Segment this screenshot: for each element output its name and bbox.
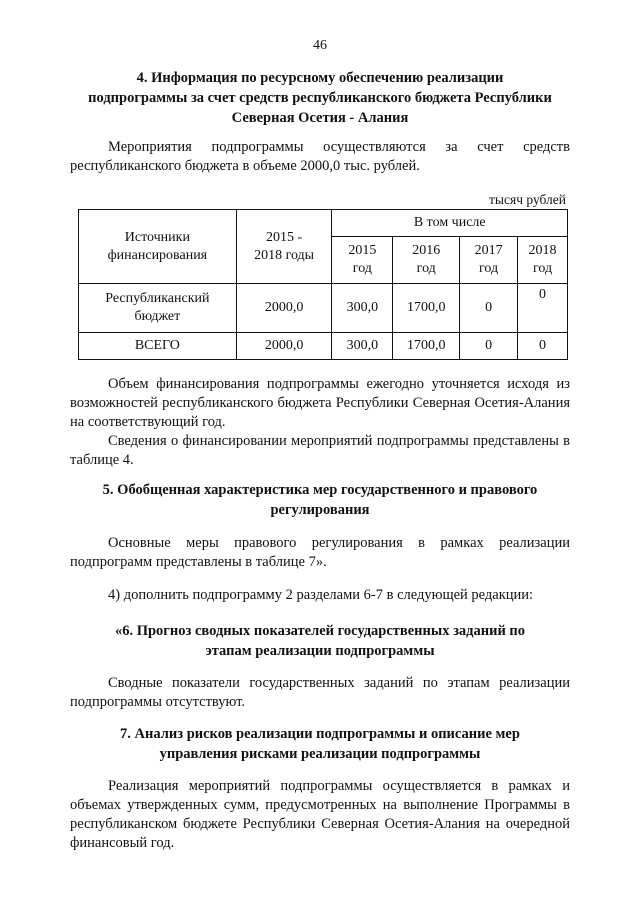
- row-total: 2000,0: [236, 333, 332, 360]
- row-total: 2000,0: [236, 284, 332, 333]
- header-year-value: 2016: [412, 243, 441, 258]
- header-year-suffix: год: [532, 261, 553, 276]
- header-year-suffix: год: [416, 261, 436, 276]
- row-value-2017: 0: [460, 333, 518, 360]
- row-value-2018: 0: [518, 333, 568, 360]
- section-4-heading-line: 4. Информация по ресурсному обеспечению реализации: [136, 70, 504, 86]
- header-period-line: 2015 -: [266, 229, 303, 245]
- header-period: [236, 210, 332, 284]
- row-value-2015: 300,0: [332, 284, 393, 333]
- section-6-heading: [70, 621, 570, 661]
- header-year-value: 2018: [528, 243, 557, 258]
- header-year-suffix: год: [479, 261, 499, 276]
- section-5-heading-line: регулирования: [270, 502, 370, 518]
- section-6-heading-line: «6. Прогноз сводных показателей государственных заданий по: [114, 623, 526, 639]
- table-header-row: [79, 210, 568, 237]
- row-source-line: бюджет: [134, 309, 181, 324]
- header-year-2018: [518, 237, 568, 284]
- section-6-paragraph: Сводные показатели государственных заданий по этапам реализации подпрограммы отсутствуют.: [70, 675, 570, 710]
- row-source-line: Республиканский: [105, 291, 210, 306]
- table-row: [79, 284, 568, 333]
- section-4-paragraph: Мероприятия подпрограммы осуществляются за счет средств республиканского бюджета в объеме 2000,0 тыс. рублей.: [70, 139, 570, 174]
- section-5-paragraph: Основные меры правового регулирования в рамках реализации подпрограмм представлены в таблице 7».: [70, 535, 570, 570]
- header-including: В том числе: [332, 210, 568, 237]
- document-page: [70, 0, 570, 905]
- header-year-value: 2015: [348, 243, 377, 258]
- header-year-2016: [393, 237, 460, 284]
- section-7-heading-line: управления рисками реализации подпрограммы: [159, 746, 481, 762]
- header-source-line: Источники: [124, 229, 190, 245]
- financing-note-paragraph: Объем финансирования подпрограммы ежегодно уточняется исходя из возможностей республиканского бюджета Республики Северная Осетия-Алания на соответствующий год.: [70, 376, 570, 430]
- table-reference-paragraph: Сведения о финансировании мероприятий подпрограммы представлены в таблице 4.: [70, 433, 570, 468]
- row-source: [79, 284, 237, 333]
- header-year-suffix: год: [352, 261, 372, 276]
- header-year-2017: [460, 237, 518, 284]
- header-period-line: 2018 годы: [254, 247, 315, 263]
- row-value-2015: 300,0: [332, 333, 393, 360]
- row-value-2017: 0: [460, 284, 518, 333]
- financing-table: [78, 209, 568, 360]
- row-value-2016: 1700,0: [393, 333, 460, 360]
- row-source: ВСЕГО: [79, 333, 237, 360]
- header-year-2015: [332, 237, 393, 284]
- section-4-heading: [70, 68, 570, 128]
- table-row-total: [79, 333, 568, 360]
- section-5-heading-line: 5. Обобщенная характеристика мер государственного и правового: [102, 482, 538, 498]
- section-5-heading: [70, 480, 570, 520]
- header-year-value: 2017: [474, 243, 503, 258]
- section-4-heading-line: подпрограммы за счет средств республиканского бюджета Республики: [88, 90, 552, 106]
- header-source: [79, 210, 237, 284]
- row-value-2018: 0: [518, 284, 568, 333]
- amendment-paragraph: 4) дополнить подпрограмму 2 разделами 6-7 в следующей редакции:: [108, 587, 534, 603]
- row-value-2016: 1700,0: [393, 284, 460, 333]
- section-7-heading: [70, 724, 570, 764]
- section-4-heading-line: Северная Осетия - Алания: [231, 110, 409, 126]
- section-7-paragraph: Реализация мероприятий подпрограммы осуществляется в рамках и объемах утвержденных сумм, предусмотренных на выполнение Программы в республиканском бюджете Республики Северная Осетия-Алания на очередной финансовый год.: [70, 778, 570, 851]
- table-unit-label: тысяч рублей: [489, 192, 566, 207]
- section-6-heading-line: этапам реализации подпрограммы: [205, 643, 435, 659]
- header-source-line: финансирования: [107, 247, 208, 263]
- page-number: 46: [313, 38, 327, 53]
- section-7-heading-line: 7. Анализ рисков реализации подпрограммы и описание мер: [120, 726, 520, 742]
